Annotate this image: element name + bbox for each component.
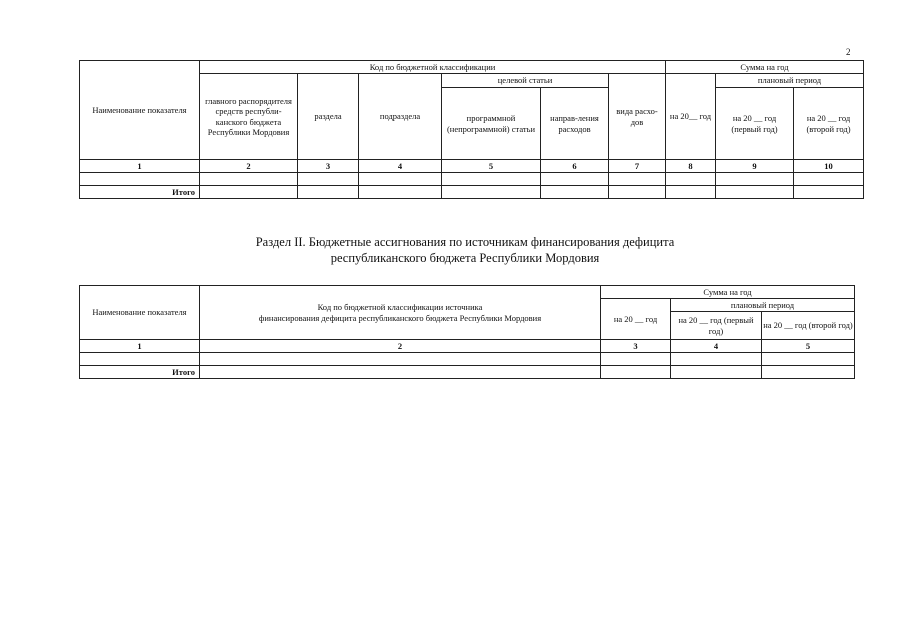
header-second-year: на 20 __ год (второй год) — [762, 312, 855, 340]
budget-classification-table — [79, 60, 864, 199]
col-number: 2 — [200, 340, 601, 353]
empty-cell — [80, 173, 200, 186]
empty-cell — [666, 173, 716, 186]
empty-cell — [442, 173, 541, 186]
empty-cell — [200, 173, 298, 186]
header-section: раздела — [298, 74, 359, 160]
empty-cell — [298, 173, 359, 186]
empty-cell — [794, 173, 864, 186]
header-program-article: программной (непрограммной) статьи — [442, 88, 541, 160]
empty-cell — [716, 173, 794, 186]
header-code-line: Код по бюджетной классификации источника — [317, 302, 483, 312]
header-indicator-name: Наименование показателя — [80, 61, 200, 160]
header-first-year: на 20 __ год (первый год) — [671, 312, 762, 340]
header-expense-direction: направ-ления расходов — [541, 88, 609, 160]
header-source-classification-code — [200, 286, 601, 340]
empty-cell — [359, 186, 442, 199]
empty-cell — [200, 353, 601, 366]
empty-cell — [666, 186, 716, 199]
empty-cell — [762, 366, 855, 379]
empty-cell — [601, 366, 671, 379]
deficit-financing-table — [79, 285, 855, 379]
empty-cell — [541, 186, 609, 199]
total-row — [80, 366, 855, 379]
col-number: 5 — [762, 340, 855, 353]
header-planning-period: плановый период — [716, 74, 864, 88]
empty-cell — [609, 186, 666, 199]
col-number: 8 — [666, 160, 716, 173]
header-subsection: подраздела — [359, 74, 442, 160]
col-number: 9 — [716, 160, 794, 173]
header-classification-code: Код по бюджетной классификации — [200, 61, 666, 74]
total-label: Итого — [80, 366, 200, 379]
section-title-line: Раздел II. Бюджетные ассигнования по источникам финансирования дефицита — [255, 235, 675, 249]
header-main-manager: главного распорядителя средств республи-канского бюджета Республики Мордовия — [200, 74, 298, 160]
total-label: Итого — [80, 186, 200, 199]
col-number: 3 — [601, 340, 671, 353]
header-second-year: на 20 __ год (второй год) — [794, 88, 864, 160]
col-number: 4 — [359, 160, 442, 173]
col-number: 10 — [794, 160, 864, 173]
page-number: 2 — [846, 47, 851, 57]
col-number: 7 — [609, 160, 666, 173]
empty-cell — [200, 366, 601, 379]
empty-cell — [716, 186, 794, 199]
header-indicator-name: Наименование показателя — [80, 286, 200, 340]
table-row — [80, 173, 864, 186]
column-number-row — [80, 160, 864, 173]
header-sum-per-year: Сумма на год — [601, 286, 855, 299]
col-number: 1 — [80, 340, 200, 353]
header-current-year: на 20 __ год — [601, 299, 671, 340]
empty-cell — [762, 353, 855, 366]
empty-cell — [601, 353, 671, 366]
header-first-year: на 20 __ год (первый год) — [716, 88, 794, 160]
col-number: 4 — [671, 340, 762, 353]
empty-cell — [359, 173, 442, 186]
empty-cell — [80, 353, 200, 366]
col-number: 5 — [442, 160, 541, 173]
empty-cell — [442, 186, 541, 199]
empty-cell — [671, 366, 762, 379]
header-current-year: на 20__ год — [666, 74, 716, 160]
column-number-row — [80, 340, 855, 353]
header-expense-type: вида расхо-дов — [609, 74, 666, 160]
total-row — [80, 186, 864, 199]
header-sum-per-year: Сумма на год — [666, 61, 864, 74]
empty-cell — [200, 186, 298, 199]
header-target-article: целевой статьи — [442, 74, 609, 88]
empty-cell — [794, 186, 864, 199]
col-number: 3 — [298, 160, 359, 173]
empty-cell — [609, 173, 666, 186]
col-number: 2 — [200, 160, 298, 173]
section-title-line: республиканского бюджета Республики Мордовия — [330, 251, 600, 265]
header-planning-period: плановый период — [671, 299, 855, 312]
table-row — [80, 353, 855, 366]
empty-cell — [541, 173, 609, 186]
section-title — [150, 234, 780, 266]
empty-cell — [671, 353, 762, 366]
header-code-line: финансирования дефицита республиканского бюджета Республики Мордовия — [258, 312, 542, 323]
empty-cell — [298, 186, 359, 199]
col-number: 1 — [80, 160, 200, 173]
col-number: 6 — [541, 160, 609, 173]
